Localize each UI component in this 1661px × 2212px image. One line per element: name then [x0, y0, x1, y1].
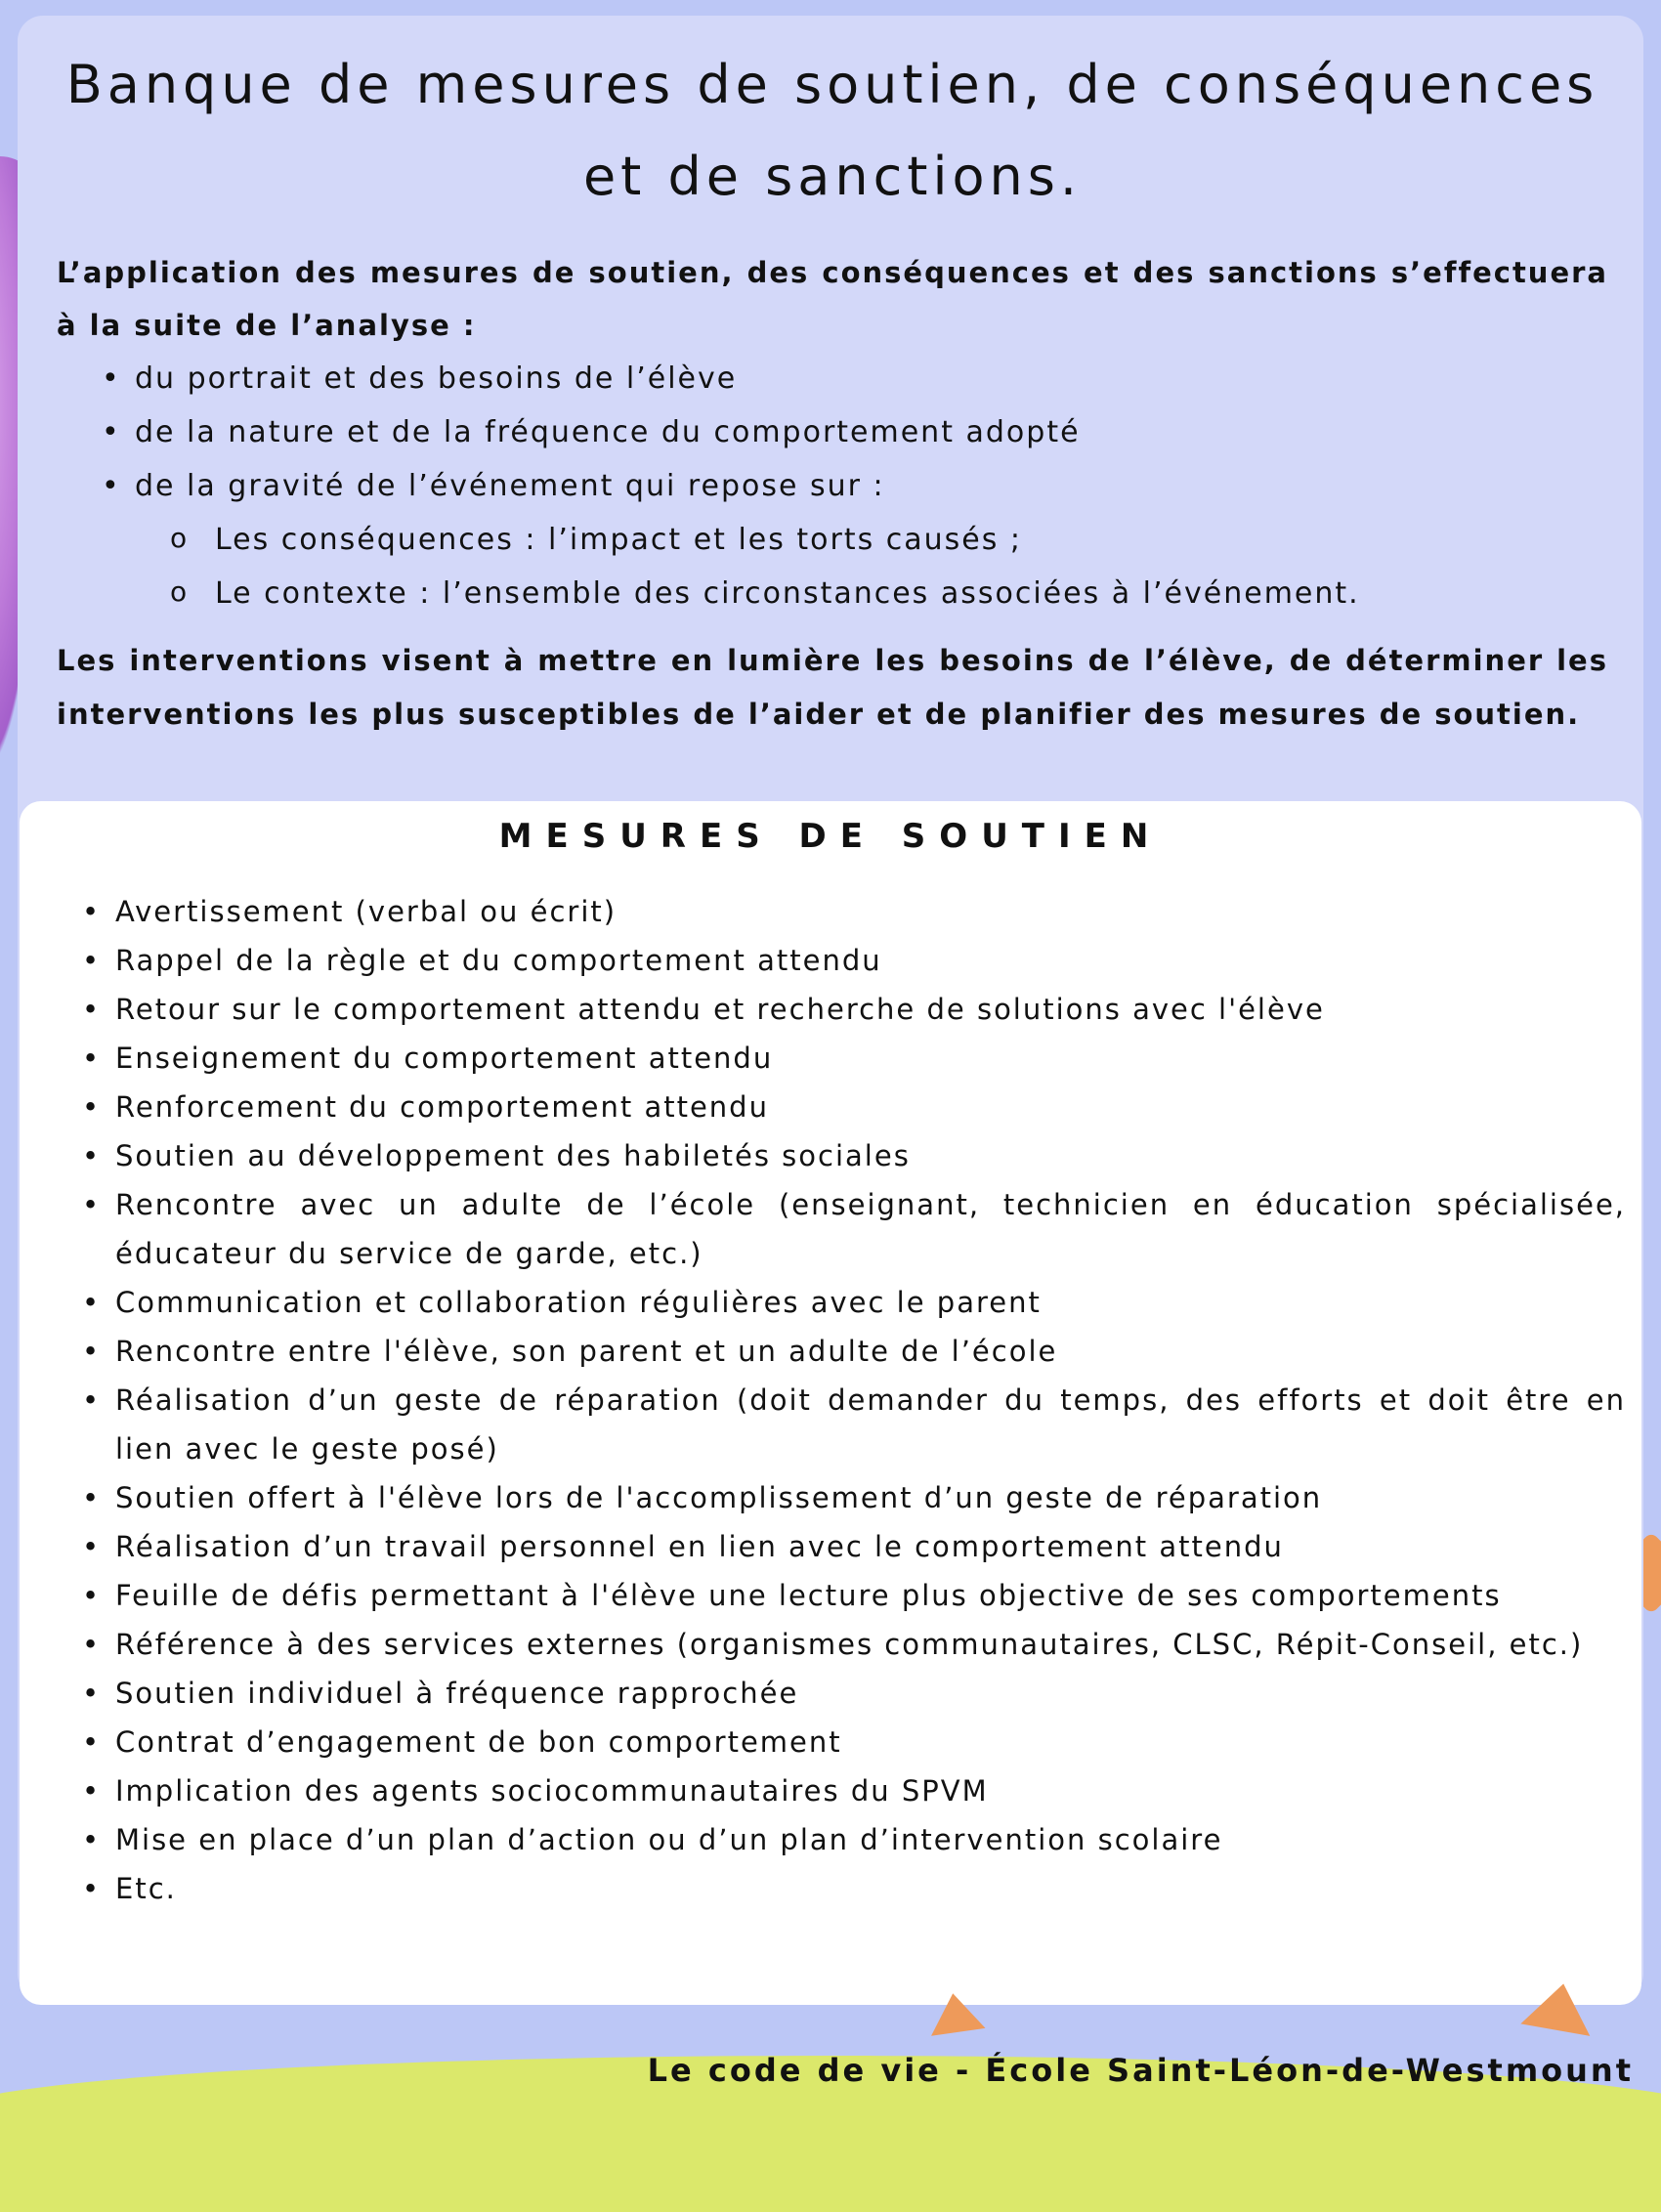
measure-item: • Soutien au développement des habiletés sociales [82, 1131, 1626, 1180]
criteria-list [57, 352, 1608, 620]
intro-paragraph: L’application des mesures de soutien, des conséquences et des sanctions s’effectuera à la suite de l’analyse : [57, 256, 1608, 342]
measure-item: • Rencontre avec un adulte de l’école (enseignant, technicien en éducation spécialisée, éducateur du service de garde, etc.) [82, 1180, 1626, 1278]
measure-item: • Renforcement du comportement attendu [82, 1083, 1626, 1131]
sub-criteria-list [135, 513, 1608, 620]
footer-text: Le code de vie - École Saint-Léon-de-Westmount [647, 2052, 1634, 2089]
measure-item: • Enseignement du comportement attendu [82, 1034, 1626, 1083]
measure-item: • Contrat d’engagement de bon comportement [82, 1718, 1626, 1766]
decorative-orange-triangle [925, 1989, 985, 2035]
measure-item: • Réalisation d’un travail personnel en lien avec le comportement attendu [82, 1522, 1626, 1571]
criteria-item [102, 459, 1608, 620]
closing-paragraph: Les interventions visent à mettre en lumière les besoins de l’élève, de déterminer les interventions les plus susceptibles de l’aider et de planifier des mesures de soutien. [57, 644, 1608, 731]
page-title: Banque de mesures de soutien, de conséquences et de sanctions. [65, 54, 1599, 207]
measure-item: • Feuille de défis permettant à l'élève une lecture plus objective de ses comportements [82, 1571, 1626, 1620]
measure-item: • Retour sur le comportement attendu et recherche de solutions avec l'élève [82, 985, 1626, 1034]
measures-list [82, 887, 1626, 1913]
sub-criteria-item: o Les conséquences : l’impact et les torts causés ; [170, 513, 1608, 567]
measure-item: • Etc. [82, 1864, 1626, 1913]
measure-item: • Communication et collaboration régulières avec le parent [82, 1278, 1626, 1327]
measure-item: • Soutien individuel à fréquence rapprochée [82, 1669, 1626, 1718]
criteria-item: • du portrait et des besoins de l’élève [102, 352, 1608, 405]
intro-section [57, 39, 1608, 742]
measure-item: • Rencontre entre l'élève, son parent et un adulte de l’école [82, 1327, 1626, 1376]
measure-item: • Rappel de la règle et du comportement attendu [82, 936, 1626, 985]
measure-item: • Référence à des services externes (organismes communautaires, CLSC, Répit-Conseil, etc.) [82, 1620, 1626, 1669]
measure-item: • Implication des agents sociocommunautaires du SPVM [82, 1766, 1626, 1815]
sub-criteria-item: o Le contexte : l’ensemble des circonstances associées à l’événement. [170, 567, 1608, 620]
measure-item: • Mise en place d’un plan d’action ou d’un plan d’intervention scolaire [82, 1815, 1626, 1864]
measure-item: • Soutien offert à l'élève lors de l'accomplissement d’un geste de réparation [82, 1473, 1626, 1522]
criteria-item: • de la nature et de la fréquence du comportement adopté [102, 405, 1608, 459]
measure-item: • Avertissement (verbal ou écrit) [82, 887, 1626, 936]
measure-item: • Réalisation d’un geste de réparation (doit demander du temps, des efforts et doit être en lien avec le geste posé) [82, 1376, 1626, 1473]
section-title: MESURES DE SOUTIEN [498, 817, 1163, 856]
criteria-item-label: de la gravité de l’événement qui repose sur : [135, 469, 885, 503]
measures-panel [20, 801, 1641, 2005]
